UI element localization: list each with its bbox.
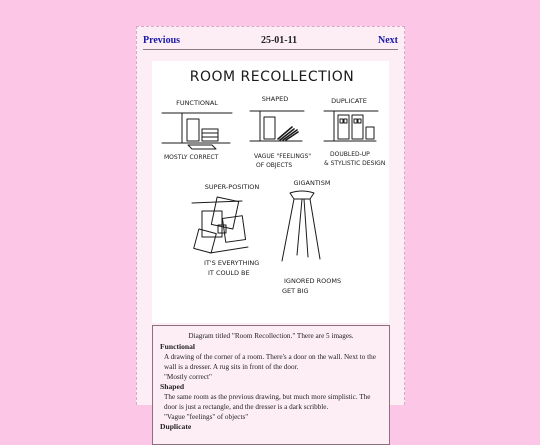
description-heading-duplicate: Duplicate [160,422,192,431]
nav-divider [143,49,398,50]
description-text-shaped: The same room as the previous drawing, but much more simplistic. The door is just a rectangle, and the dresser is a dark scribble. [164,393,371,411]
comic-image [152,61,389,323]
panel-label-shaped: SHAPED [261,95,289,103]
panel-caption-superposition-2: IT COULD BE [208,269,250,277]
gigantism-drawing [282,191,320,261]
comic-title: ROOM RECOLLECTION [189,69,355,85]
panel-caption-gigantism-2: GET BIG [282,287,309,295]
superposition-room-drawing [192,197,248,253]
panel-caption-shaped-2: OF OBJECTS [256,162,293,169]
panel-label-duplicate: DUPLICATE [331,97,367,105]
panel-label-superposition: SUPER-POSITION [204,183,260,191]
panel-label-functional: FUNCTIONAL [176,99,218,107]
previous-link[interactable]: Previous [143,34,181,46]
comic-nav [143,32,398,48]
description-quote-functional: "Mostly correct" [164,373,212,381]
description-heading-shaped: Shaped [160,382,185,391]
image-description [152,325,390,445]
shaped-room-drawing [250,111,304,141]
description-text-functional: A drawing of the corner of a room. There's a door on the wall. Next to the wall is a dresser. A rug sits in front of the door. [164,353,376,371]
description-intro: Diagram titled "Room Recollection." There are 5 images. [188,332,354,340]
panel-label-gigantism: GIGANTISM [293,179,331,187]
description-heading-functional: Functional [160,342,196,351]
description-quote-shaped: "Vague "feelings" of objects" [164,413,249,421]
panel-caption-duplicate-2: & STYLISTIC DESIGN [324,160,386,167]
next-link[interactable]: Next [378,34,398,46]
comic-date: 25-01-11 [260,34,298,46]
panel-caption-functional: MOSTLY CORRECT [164,154,219,161]
panel-caption-superposition-1: IT'S EVERYTHING [204,259,260,267]
panel-caption-shaped-1: VAGUE "FEELINGS" [254,153,312,160]
functional-room-drawing [162,113,232,149]
panel-caption-duplicate-1: DOUBLED-UP [330,151,370,158]
panel-caption-gigantism-1: IGNORED ROOMS [284,277,342,285]
comic-page [136,26,405,431]
duplicate-room-drawing [324,111,378,141]
